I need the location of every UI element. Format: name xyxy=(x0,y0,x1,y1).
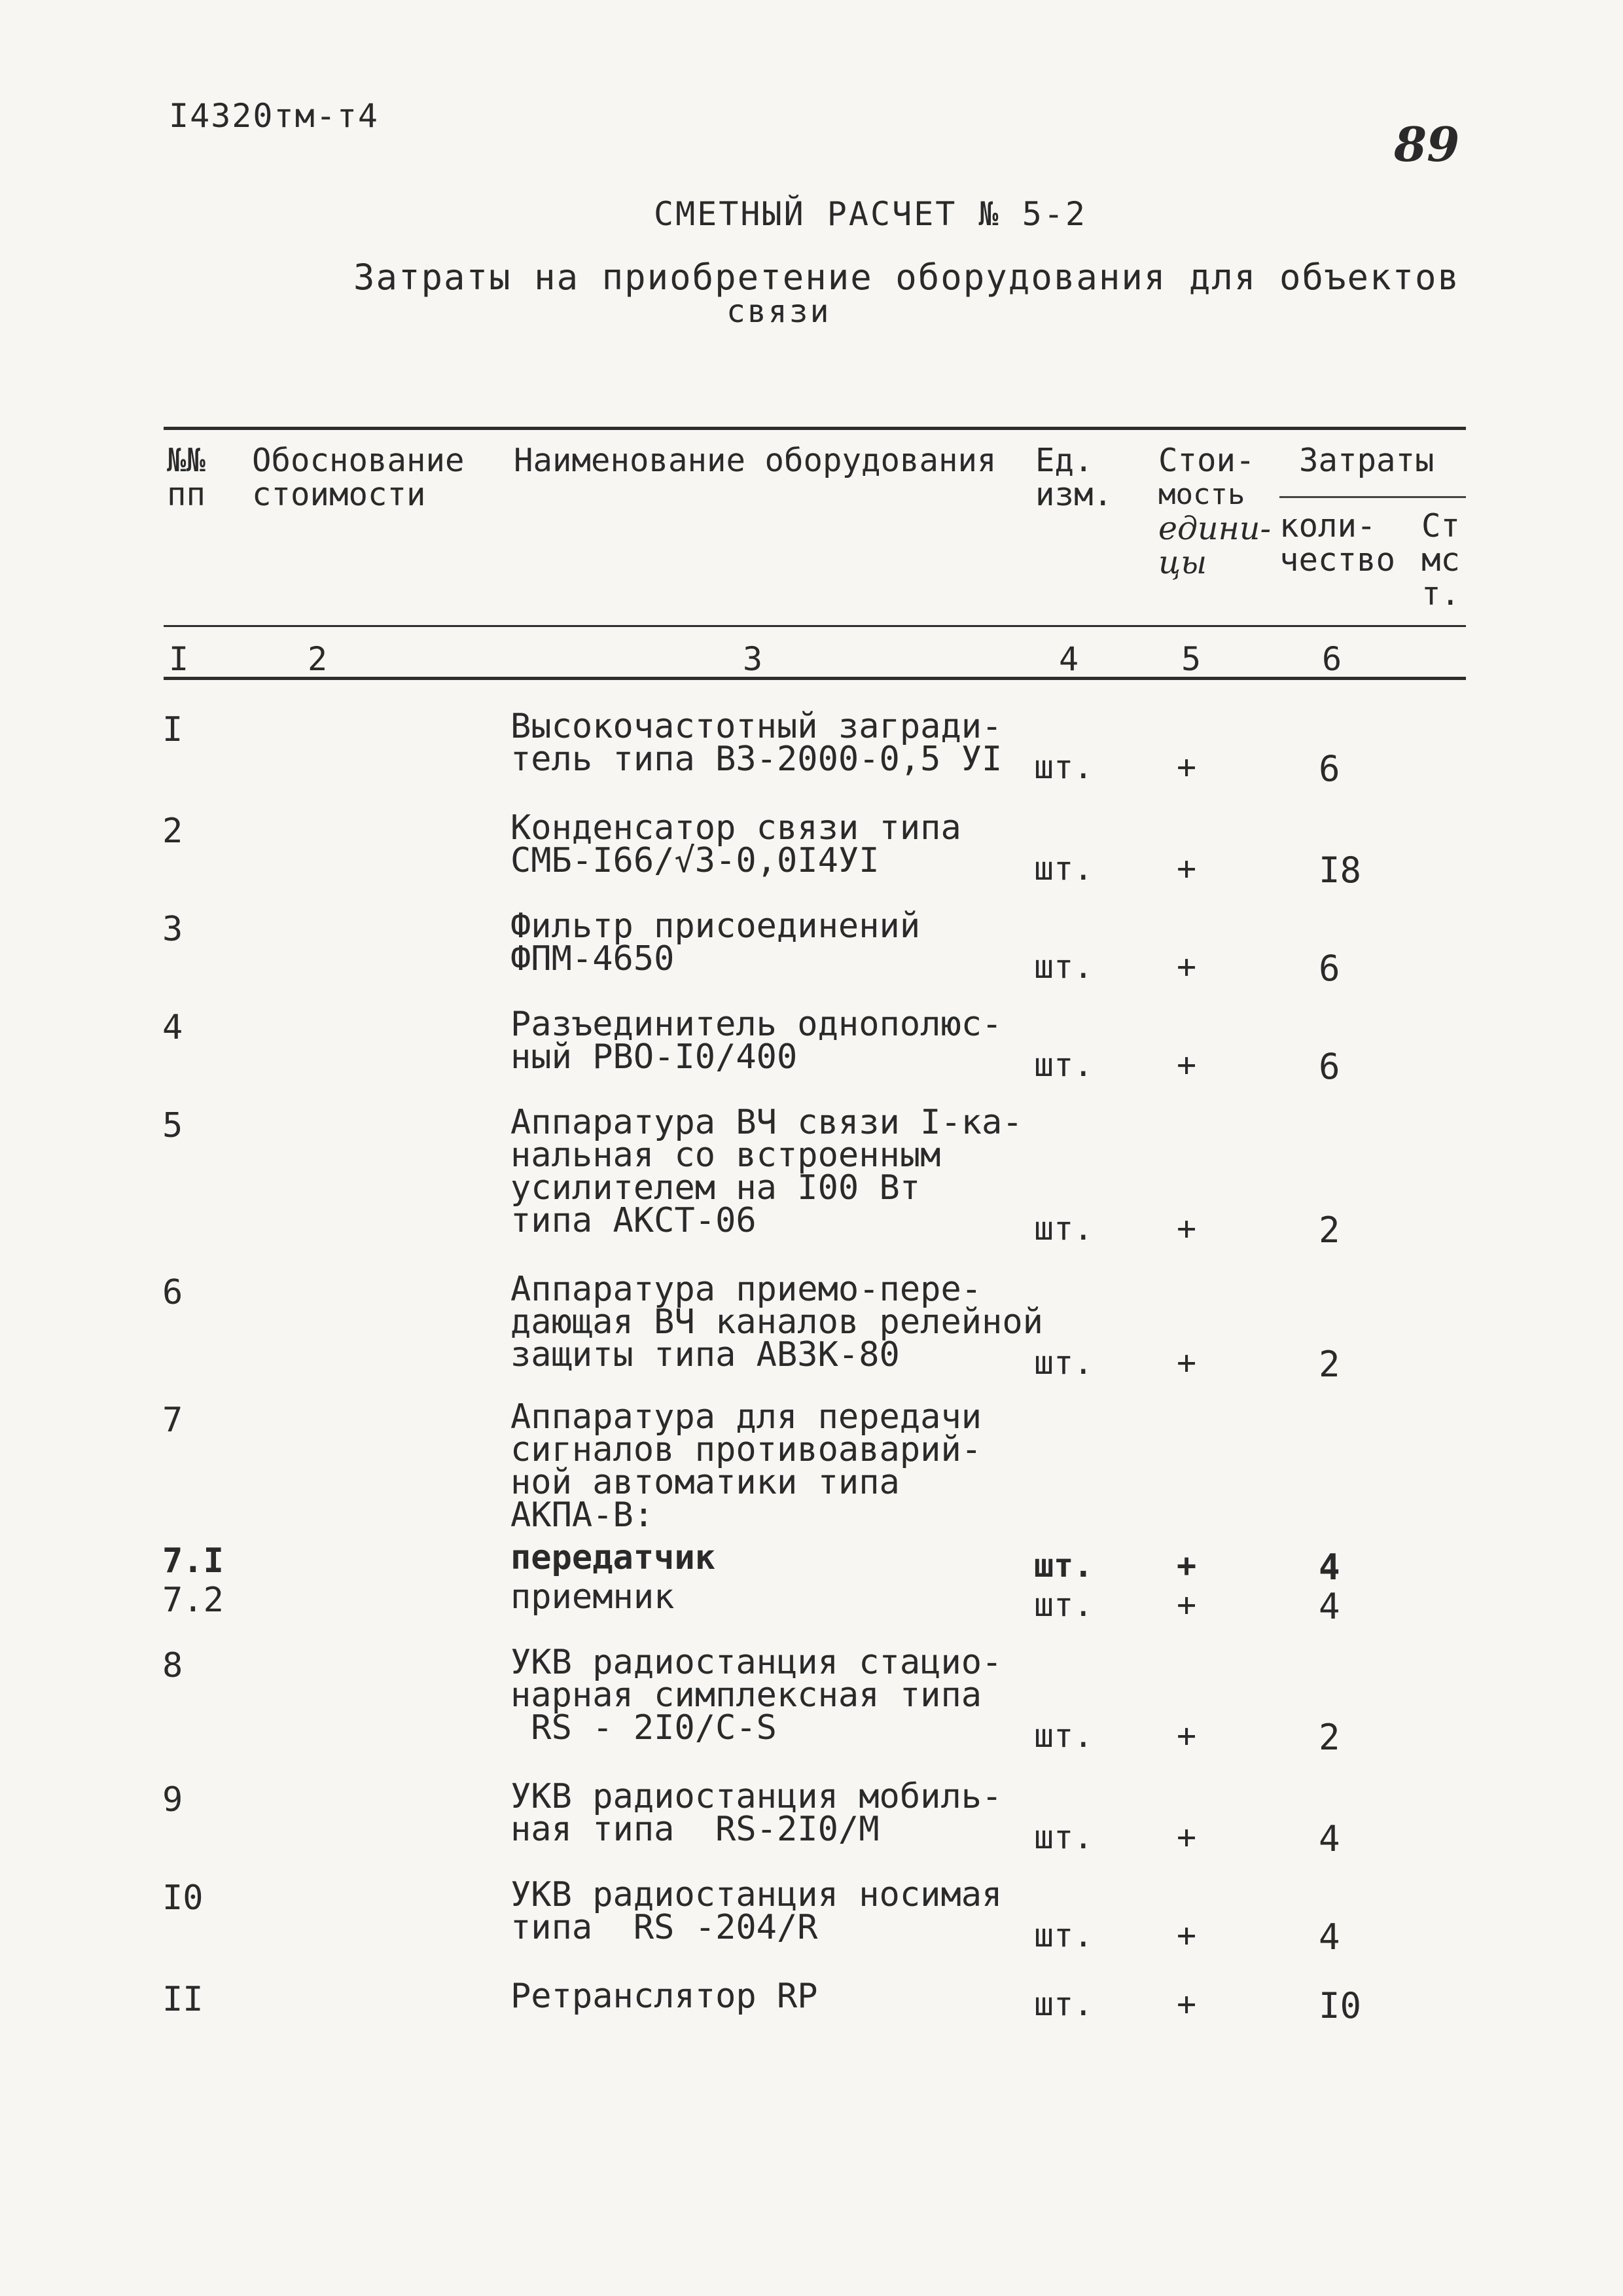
equipment-name xyxy=(510,1270,1043,1374)
table-top-rule xyxy=(164,427,1466,430)
equipment-name xyxy=(510,906,921,978)
equipment-name-line: Аппаратура приемо-пере- xyxy=(510,1270,982,1309)
equipment-name-line: защиты типа АВЗК-80 xyxy=(510,1335,900,1374)
quantity: I0 xyxy=(1319,1985,1362,2026)
equipment-name-line: дающая ВЧ каналов релейной xyxy=(510,1302,1043,1342)
row-number: 4 xyxy=(162,1008,183,1047)
equipment-name-line: RS - 2I0/С-S xyxy=(510,1708,777,1748)
document-title: СМЕТНЫЙ РАСЧЕТ № 5-2 xyxy=(653,195,1088,233)
equipment-name-line: Фильтр присоединений xyxy=(510,906,921,946)
row-number: 6 xyxy=(162,1273,183,1312)
equipment-name xyxy=(510,707,1003,779)
unit-price: + xyxy=(1177,1586,1197,1624)
row-number: 7.2 xyxy=(162,1581,224,1620)
document-subtitle-continued: связи xyxy=(726,293,831,330)
equipment-name-line: усилителем на I00 Вт xyxy=(510,1168,921,1208)
equipment-name-line: Конденсатор связи типа xyxy=(510,808,961,848)
equipment-name-line: типа АКСТ-06 xyxy=(510,1201,757,1240)
equipment-name-line: тель типа ВЗ-2000-0,5 УI xyxy=(510,740,1003,779)
quantity: 4 xyxy=(1319,1818,1340,1859)
quantity: 4 xyxy=(1319,1916,1340,1958)
unit-price: + xyxy=(1177,1547,1197,1585)
equipment-name-line: передатчик xyxy=(510,1538,716,1577)
equipment-name xyxy=(510,1875,1003,1947)
row-number: 9 xyxy=(162,1780,183,1820)
unit-price: + xyxy=(1177,1046,1197,1084)
unit-price: + xyxy=(1177,1344,1197,1382)
column-number-4: 4 xyxy=(1059,640,1079,678)
quantity: 2 xyxy=(1319,1210,1340,1251)
unit-price: + xyxy=(1177,1210,1197,1247)
row-number: 2 xyxy=(162,812,183,851)
unit-price: + xyxy=(1177,1916,1197,1954)
document-code: I4320тм-т4 xyxy=(169,97,380,135)
equipment-name-line: АКПА-В: xyxy=(510,1496,654,1535)
equipment-name-line: ная типа RS-2I0/М xyxy=(510,1810,880,1849)
header-equipment-name: Наименование оборудования xyxy=(514,442,997,479)
unit-price: + xyxy=(1177,1717,1197,1755)
equipment-name-line: Аппаратура для передачи xyxy=(510,1397,982,1437)
equipment-name xyxy=(510,1577,675,1617)
unit-of-measure: шт. xyxy=(1034,1916,1094,1954)
equipment-name xyxy=(510,1397,982,1535)
header-num: №№ пп xyxy=(167,442,206,513)
equipment-name-line: приемник xyxy=(510,1577,675,1617)
row-number: II xyxy=(162,1980,204,2019)
equipment-name xyxy=(510,1538,716,1577)
equipment-name-line: Ретранслятор RP xyxy=(510,1977,818,2016)
column-numbers-rule xyxy=(164,677,1466,680)
header-cost: Ст мс т. xyxy=(1421,509,1461,611)
unit-price: + xyxy=(1177,948,1197,986)
costs-subheader-rule xyxy=(1279,496,1466,498)
unit-of-measure: шт. xyxy=(1034,850,1094,888)
equipment-name-line: УКВ радиостанция стацио- xyxy=(510,1643,1003,1682)
column-number-6: 6 xyxy=(1322,640,1342,678)
equipment-name-line: УКВ радиостанция носимая xyxy=(510,1875,1003,1914)
column-number-2: 2 xyxy=(308,640,328,678)
equipment-name xyxy=(510,1643,1003,1748)
unit-of-measure: шт. xyxy=(1034,1210,1094,1247)
equipment-name-line: ной автоматики типа xyxy=(510,1463,900,1502)
row-number: I xyxy=(162,710,183,749)
header-unit: Ед. изм. xyxy=(1035,442,1113,513)
column-number-3: 3 xyxy=(743,640,763,678)
equipment-name xyxy=(510,1005,1003,1077)
page-number: 89 xyxy=(1394,117,1460,172)
row-number: 7 xyxy=(162,1401,183,1440)
unit-of-measure: шт. xyxy=(1034,1985,1094,2023)
quantity: 2 xyxy=(1319,1344,1340,1385)
quantity: 6 xyxy=(1319,1046,1340,1087)
row-number: 7.I xyxy=(162,1541,224,1581)
row-number: 8 xyxy=(162,1646,183,1685)
unit-price: + xyxy=(1177,748,1197,786)
equipment-name-line: нарная симплексная типа xyxy=(510,1676,982,1715)
row-number: I0 xyxy=(162,1878,204,1918)
unit-of-measure: шт. xyxy=(1034,1547,1094,1585)
equipment-name xyxy=(510,808,961,880)
unit-of-measure: шт. xyxy=(1034,948,1094,986)
row-number: 5 xyxy=(162,1106,183,1145)
header-quantity: коли- чество xyxy=(1279,507,1396,579)
quantity: 4 xyxy=(1319,1547,1340,1588)
unit-of-measure: шт. xyxy=(1034,1717,1094,1755)
header-bottom-rule xyxy=(164,625,1466,627)
header-basis: Обоснование стоимости xyxy=(252,442,465,513)
equipment-name-line: сигналов противоаварий- xyxy=(510,1430,982,1469)
quantity: 6 xyxy=(1319,948,1340,989)
equipment-name xyxy=(510,1103,1023,1240)
header-costs: Затраты xyxy=(1299,442,1435,479)
unit-price: + xyxy=(1177,1818,1197,1856)
unit-of-measure: шт. xyxy=(1034,1586,1094,1624)
header-unit-price: Стои- мость едини- цы xyxy=(1158,442,1272,581)
equipment-name xyxy=(510,1977,818,2016)
equipment-name-line: Высокочастотный загради- xyxy=(510,707,1003,746)
unit-price: + xyxy=(1177,1985,1197,2023)
quantity: I8 xyxy=(1319,850,1362,891)
equipment-name-line: ный РВО-I0/400 xyxy=(510,1037,798,1077)
document-subtitle: Затраты на приобретение оборудования для объектов xyxy=(353,257,1461,298)
quantity: 4 xyxy=(1319,1586,1340,1627)
column-number-5: 5 xyxy=(1181,640,1202,678)
quantity: 2 xyxy=(1319,1717,1340,1758)
row-number: 3 xyxy=(162,910,183,949)
unit-price: + xyxy=(1177,850,1197,888)
quantity: 6 xyxy=(1319,748,1340,789)
unit-of-measure: шт. xyxy=(1034,1818,1094,1856)
equipment-name-line: нальная со встроенным xyxy=(510,1136,941,1175)
equipment-name xyxy=(510,1777,1003,1849)
unit-of-measure: шт. xyxy=(1034,1046,1094,1084)
unit-of-measure: шт. xyxy=(1034,1344,1094,1382)
equipment-name-line: типа RS -204/R xyxy=(510,1908,818,1947)
equipment-name-line: СМБ-I66/√3-0,0I4УI xyxy=(510,841,880,880)
column-number-1: I xyxy=(169,640,189,678)
equipment-name-line: ФПМ-4650 xyxy=(510,939,675,978)
equipment-name-line: УКВ радиостанция мобиль- xyxy=(510,1777,1003,1816)
equipment-name-line: Разъединитель однополюс- xyxy=(510,1005,1003,1044)
equipment-name-line: Аппаратура ВЧ связи I-ка- xyxy=(510,1103,1023,1142)
unit-of-measure: шт. xyxy=(1034,748,1094,786)
